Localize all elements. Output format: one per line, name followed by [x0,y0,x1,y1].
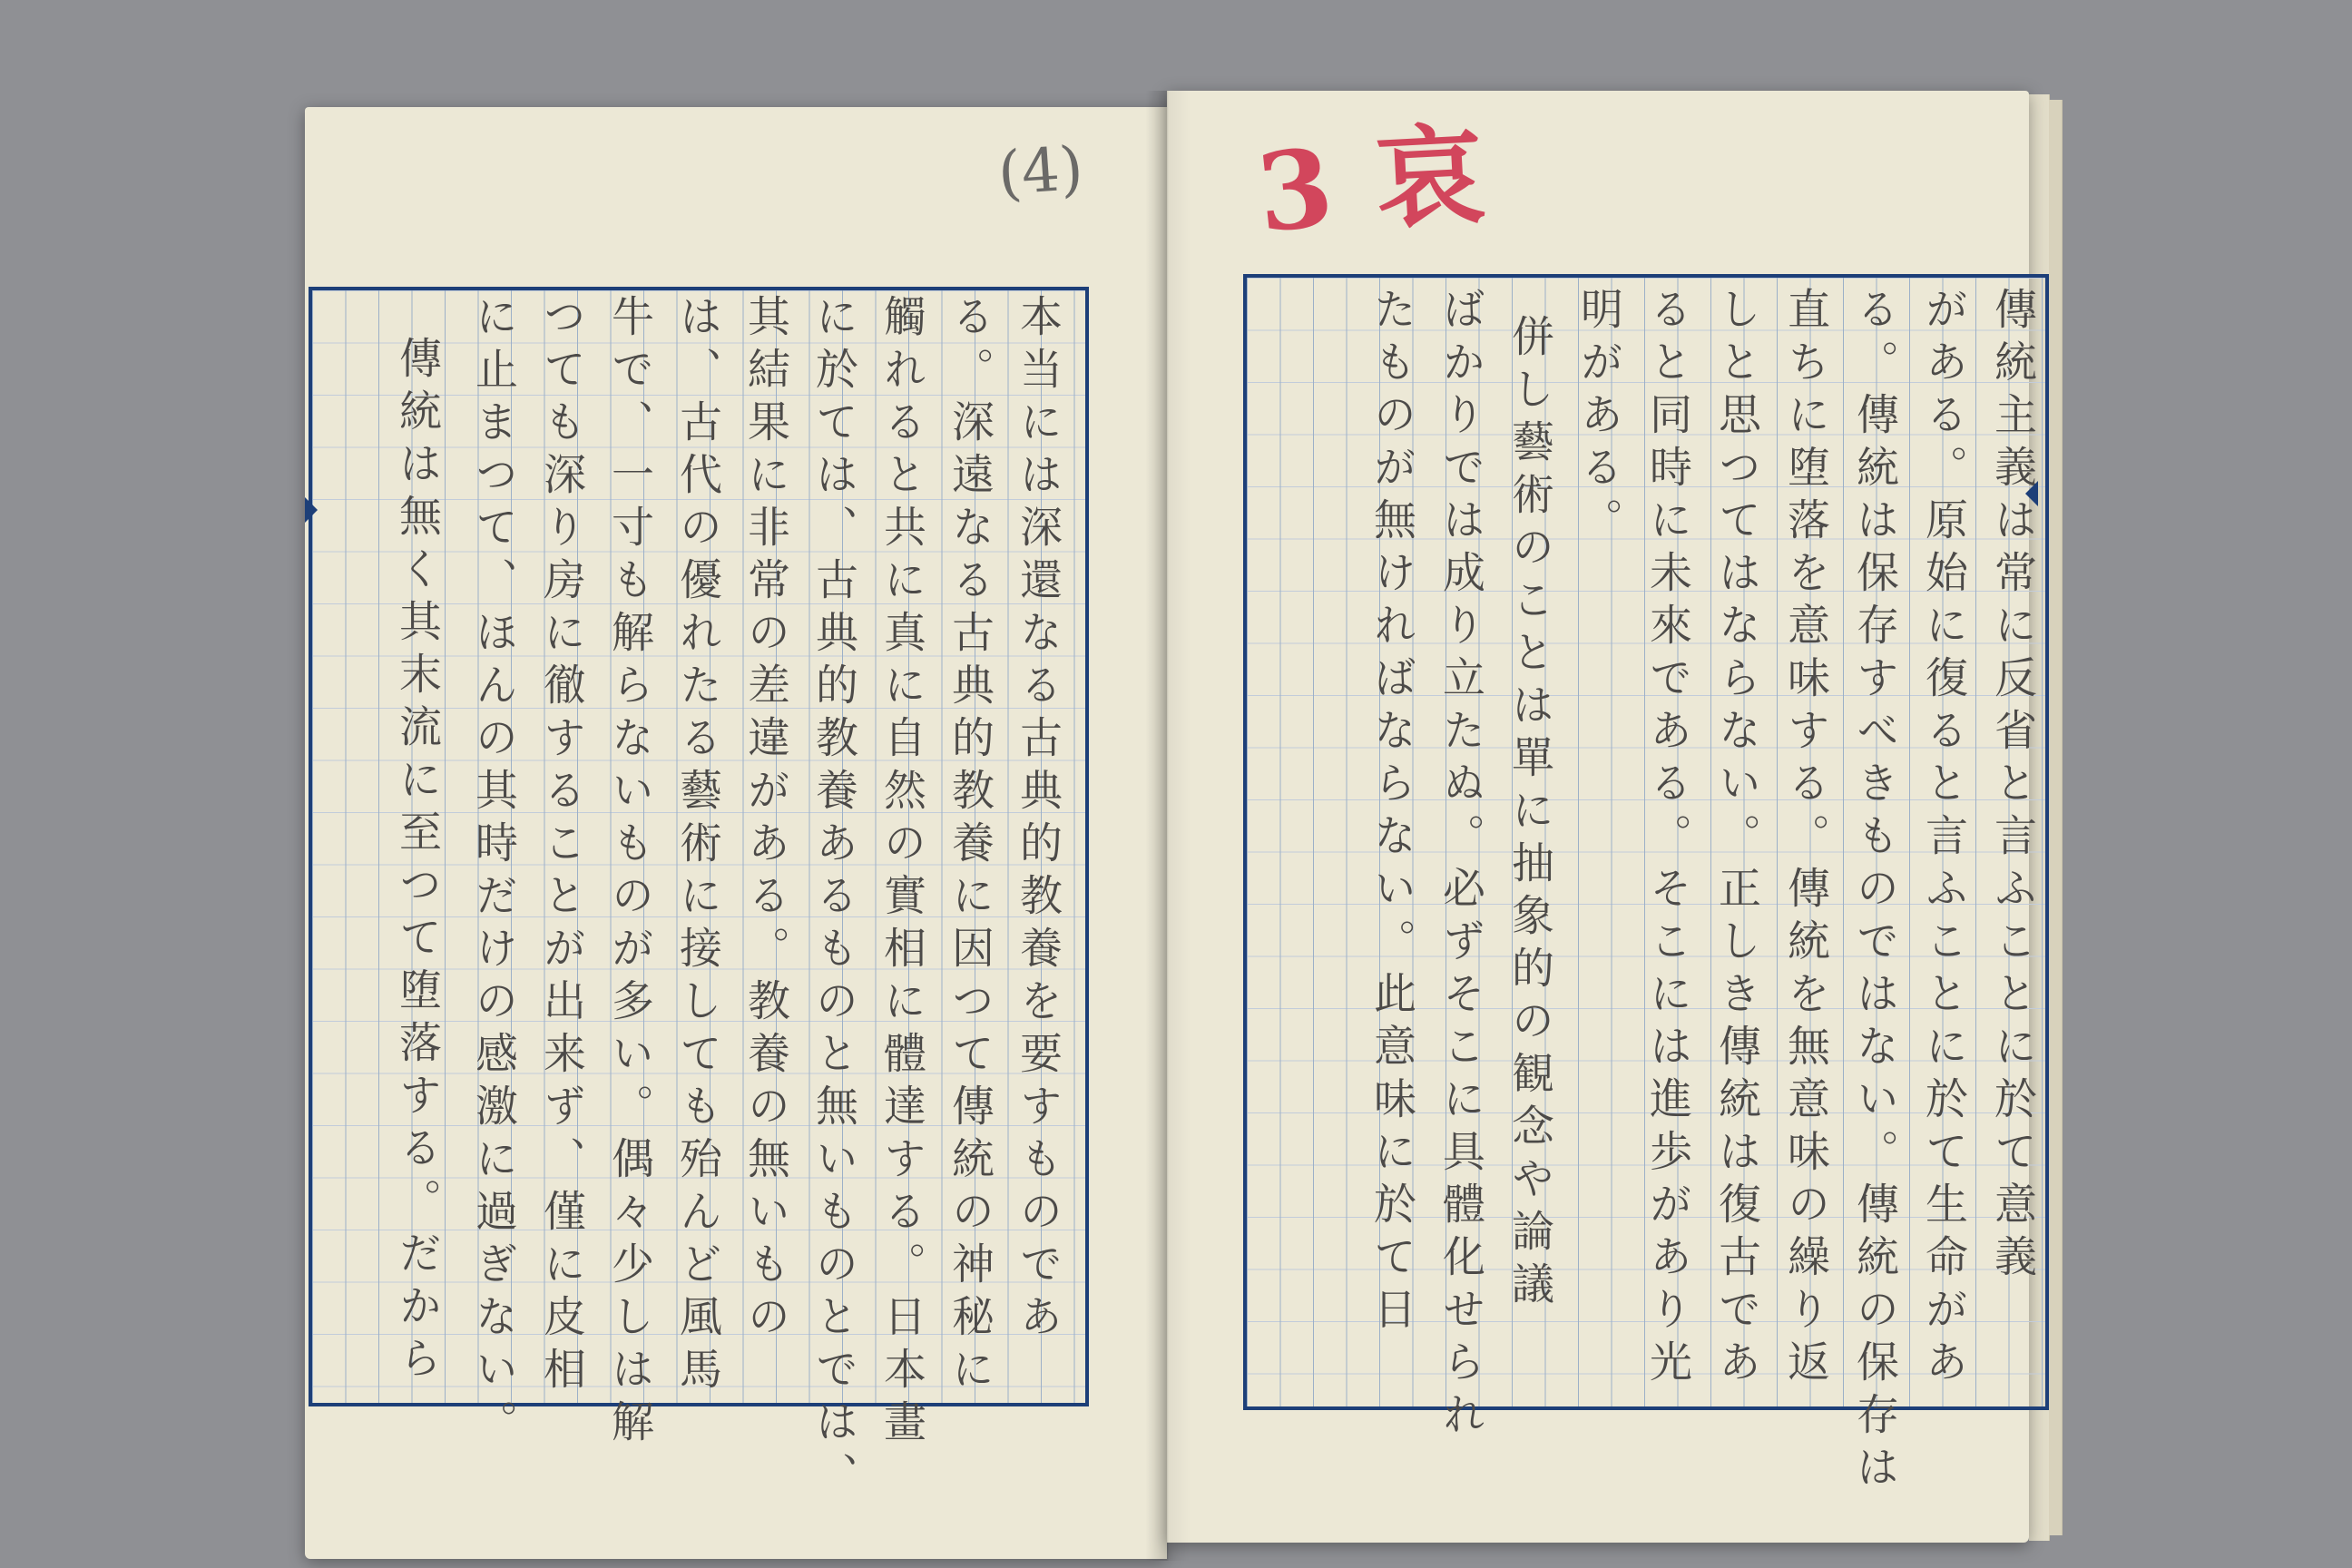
red-character-mark: 哀 [1371,110,1488,245]
text-column: ばかりでは成り立たぬ。必ずそこに具體化せられ [1436,287,1485,1445]
text-column: 牛で、一寸も解らないものが多い。偶々少しは解 [604,294,654,1452]
text-column: ると同時に未來である。そこには進歩があり光 [1642,287,1692,1392]
text-column: 直ちに堕落を意味する。傳統を無意味の繰り返 [1780,287,1830,1392]
text-column: る。傳統は保存すべきものではない。傳統の保存は [1849,287,1899,1497]
text-column: 觸れると共に真に自然の實相に體達する。日本畫 [877,294,926,1452]
text-column: がある。原始に復ると言ふことに於て生命があ [1918,287,1968,1392]
fold-notch-right [2025,481,2038,506]
text-column: 明がある。 [1573,287,1623,550]
text-column: 併し藝術のことは單に抽象的の観念や論議 [1504,314,1554,1314]
right-manuscript-grid [1243,274,2049,1497]
text-column: に於ては、古典的教養あるものと無いものとでは、 [808,294,858,1504]
fold-notch-left [305,497,318,523]
page-stack-edge-inner [2049,100,2063,1535]
red-number-mark: 3 [1250,123,1339,257]
text-column: 傳統は無く其末流に至つて堕落する。だから [392,336,442,1388]
text-column: は、古代の優れたる藝術に接しても殆んど風馬 [672,294,722,1399]
text-column: たものが無ければならない。此意味に於て日 [1367,287,1416,1339]
text-column: 傳統主義は常に反省と言ふことに於て意義 [1987,287,2037,1287]
text-column: 本当には深還なる古典的教養を要すものであ [1013,294,1063,1347]
text-column: しと思つてはならない。正しき傳統は復古であ [1711,287,1761,1392]
text-column: に止まつて、ほんの其時だけの感激に過ぎない。 [468,294,518,1452]
left-manuscript-grid [309,287,1089,1504]
text-column: つても深り房に徹することが出来ず、僅に皮相 [536,294,586,1399]
text-column: 其結果に非常の差違がある。教養の無いもの [740,294,790,1347]
page-number: (4) [995,132,1086,210]
text-column: る。深遠なる古典的教養に因つて傳統の神秘に [945,294,995,1399]
